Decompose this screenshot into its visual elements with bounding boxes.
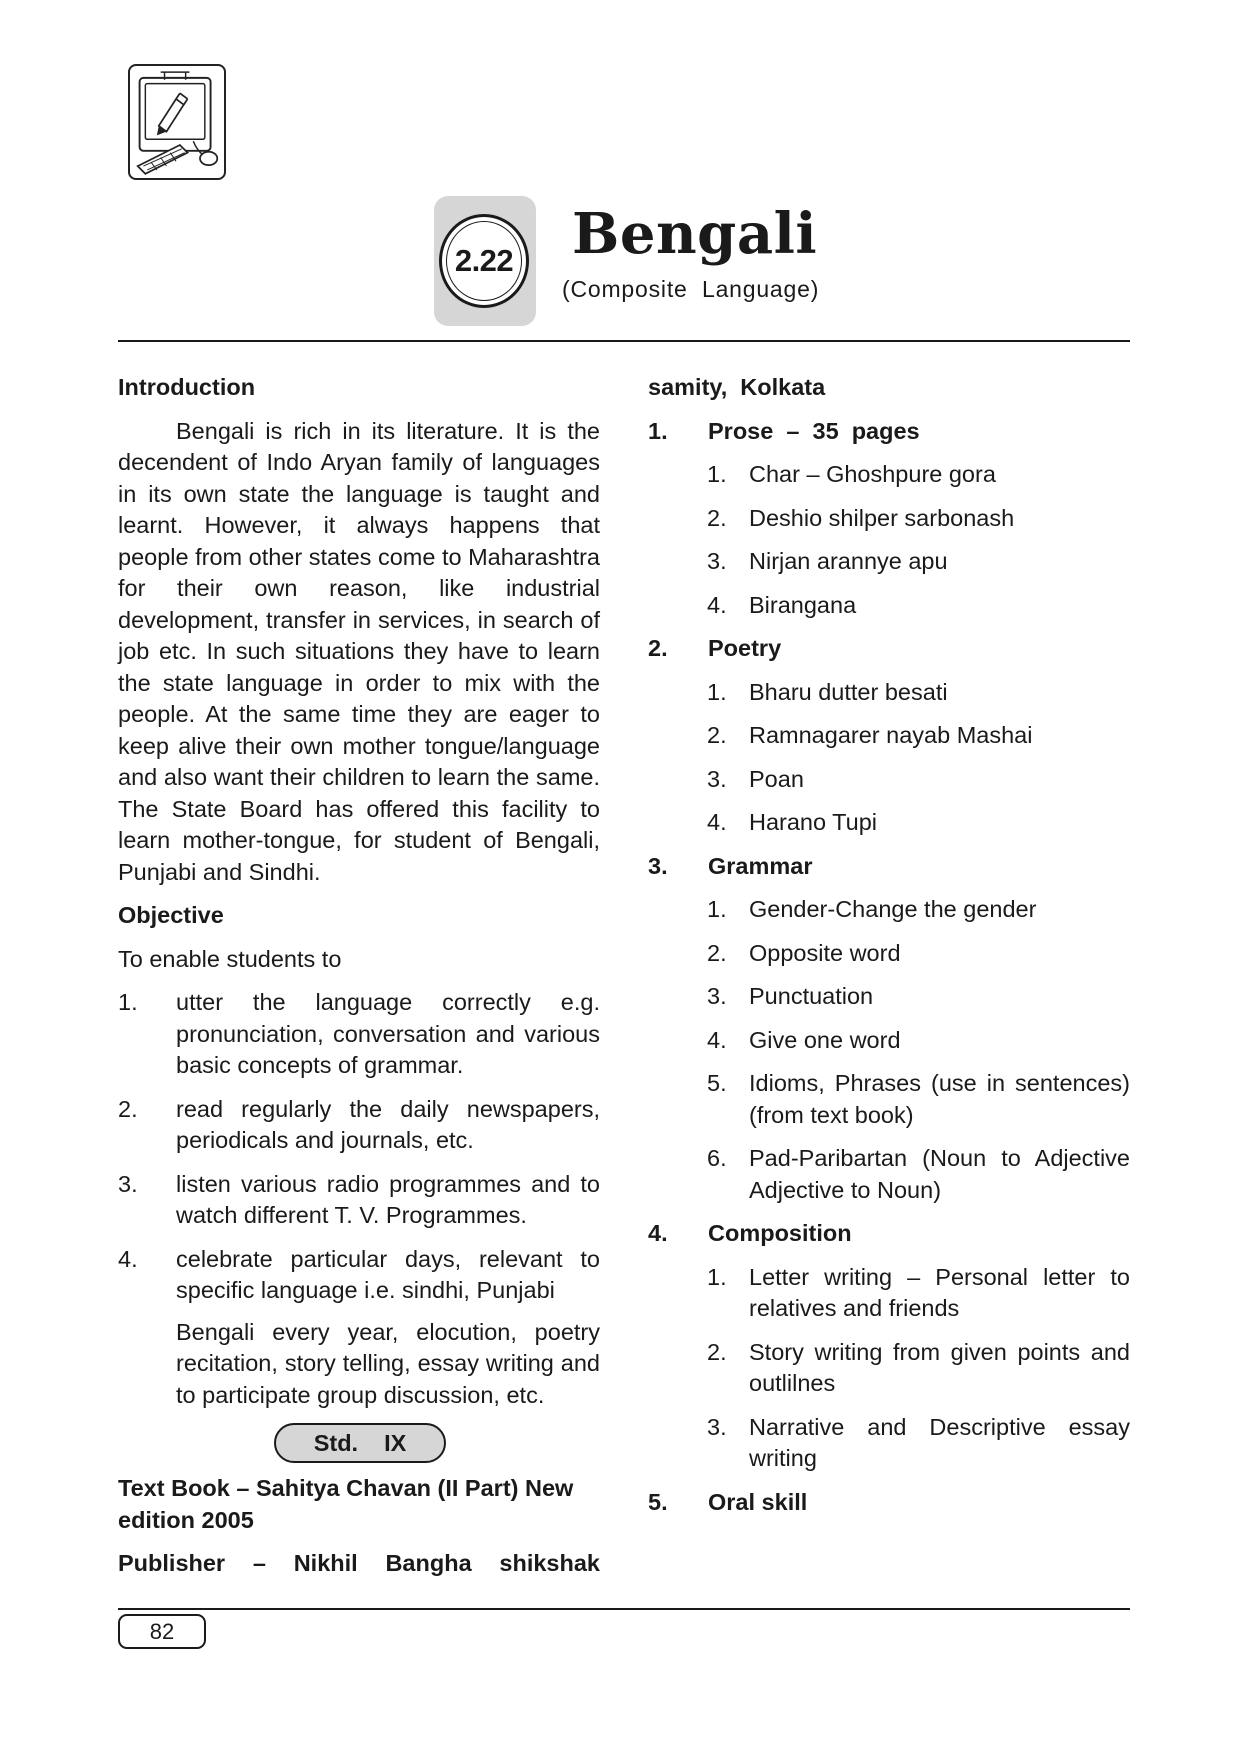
objective-text: listen various radio programmes and to watch different T. V. Programmes.	[176, 1170, 600, 1228]
std-label: Std.	[313, 1430, 359, 1456]
item-text: Nirjan arannye apu	[749, 548, 948, 574]
syllabus-section-heading	[648, 1218, 1130, 1250]
page-subtitle: (Composite Language)	[562, 276, 820, 302]
item-number: 2.	[707, 504, 727, 531]
syllabus-item	[707, 677, 1130, 709]
text-book-info: Text Book – Sahitya Chavan (II Part) New edition 2005	[118, 1475, 574, 1533]
item-number: 1.	[707, 896, 727, 922]
syllabus-item	[707, 764, 1130, 796]
std-badge	[274, 1423, 446, 1463]
item-number: 4.	[707, 1026, 727, 1053]
syllabus-item	[707, 1025, 1130, 1057]
item-number: 3.	[707, 983, 727, 1009]
item-number: 3.	[707, 548, 727, 574]
computer-pencil-icon	[130, 66, 224, 178]
item-text: Story writing from given points and outlilnes	[749, 1338, 1130, 1396]
item-number: 5.	[707, 1070, 727, 1096]
item-number: 4.	[707, 809, 727, 835]
syllabus-item	[707, 1068, 1130, 1131]
left-column	[118, 372, 600, 1592]
header-divider	[118, 340, 1130, 342]
syllabus-item	[707, 1262, 1130, 1325]
item-number: 1.	[707, 678, 727, 705]
syllabus-item	[707, 894, 1130, 926]
section-title: Grammar	[708, 852, 813, 879]
syllabus-item	[707, 1412, 1130, 1475]
objective-text: celebrate particular days, relevant to specific language i.e. sindhi, Punjabi	[176, 1245, 600, 1303]
syllabus-section-heading	[648, 851, 1130, 883]
item-text: Poan	[749, 765, 804, 792]
item-number: 2.	[707, 1338, 727, 1365]
section-number: 5.	[648, 1488, 668, 1515]
objective-text: read regularly the daily newspapers, periodicals and journals, etc.	[176, 1095, 600, 1153]
syllabus-section-heading	[648, 1487, 1130, 1519]
item-text: Deshio shilper sarbonash	[749, 504, 1015, 531]
item-number: 3.	[707, 765, 727, 792]
section-title: Prose – 35 pages	[708, 417, 920, 444]
syllabus-item	[707, 590, 1130, 622]
objective-number: 4.	[118, 1245, 138, 1272]
item-number: 2.	[707, 939, 727, 966]
item-text: Bharu dutter besati	[749, 678, 948, 705]
objective-number: 2.	[118, 1095, 138, 1122]
section-number: 3.	[648, 852, 668, 879]
item-number: 3.	[707, 1413, 727, 1440]
objective-item	[118, 987, 600, 1082]
section-number: 1.	[648, 417, 668, 444]
item-text: Ramnagarer nayab Mashai	[749, 722, 1033, 748]
section-number: 2.	[648, 635, 668, 661]
item-text: Idioms, Phrases (use in sentences) (from text book)	[749, 1070, 1130, 1128]
syllabus-item	[707, 720, 1130, 752]
item-number: 1.	[707, 1263, 727, 1290]
objective-item	[118, 1094, 600, 1157]
item-text: Harano Tupi	[749, 809, 878, 835]
chapter-number-oval	[439, 214, 529, 308]
syllabus-item	[707, 938, 1130, 970]
chapter-number: 2.22	[454, 243, 514, 278]
publisher-continued: samity, Kolkata	[648, 374, 826, 400]
syllabus-item	[707, 503, 1130, 535]
section-number: 4.	[648, 1220, 668, 1246]
section-title: Oral skill	[708, 1488, 808, 1515]
objective-number: 3.	[118, 1170, 138, 1197]
objective-item	[118, 1169, 600, 1232]
item-text: Punctuation	[749, 983, 874, 1009]
footer-divider	[118, 1608, 1130, 1610]
introduction-text: Bengali is rich in its literature. It is the decendent of Indo Aryan family of languages in its own state the language is taught and learnt. However, it always happens that people from other states come to Maharashtra for their own reason, like industrial development, transfer in services, in search of job etc. In such situations they have to learn the state language in order to mix with the people. At the same time they are eager to keep alive their own mother tongue/language and also want their children to learn the same. The State Board has offered this facility to learn mother-tongue, for student of Bengali, Punjabi and Sindhi.	[118, 417, 600, 885]
item-text: Letter writing – Personal letter to relatives and friends	[749, 1263, 1130, 1321]
objective-heading: Objective	[118, 902, 224, 928]
item-text: Narrative and Descriptive essay writing	[749, 1413, 1130, 1471]
syllabus-item	[707, 1337, 1130, 1400]
item-number: 1.	[707, 461, 727, 487]
objective-extra-text: Bengali every year, elocution, poetry recitation, story telling, essay writing and to participate group discussion, etc.	[176, 1318, 600, 1408]
item-text: Gender-Change the gender	[749, 896, 1037, 922]
syllabus-item	[707, 807, 1130, 839]
syllabus-item	[707, 546, 1130, 578]
syllabus-item	[707, 1143, 1130, 1206]
section-title: Poetry	[708, 635, 782, 661]
objective-intro: To enable students to	[118, 945, 342, 972]
syllabus-item	[707, 981, 1130, 1013]
item-text: Char – Ghoshpure gora	[749, 461, 996, 487]
item-text: Give one word	[749, 1026, 901, 1053]
right-column	[648, 372, 1130, 1530]
chapter-badge	[434, 196, 536, 326]
objective-number: 1.	[118, 989, 138, 1015]
introduction-heading: Introduction	[118, 374, 256, 400]
publisher-info: Publisher – Nikhil Bangha shikshak	[118, 1550, 600, 1576]
section-title: Composition	[708, 1220, 852, 1246]
item-number: 4.	[707, 591, 727, 618]
logo	[128, 64, 226, 180]
item-text: Opposite word	[749, 939, 901, 966]
item-text: Birangana	[749, 591, 857, 618]
page-title: Bengali	[572, 201, 818, 267]
objective-item	[118, 1244, 600, 1307]
syllabus-section-heading	[648, 416, 1130, 448]
objective-text: utter the language correctly e.g. pronunciation, conversation and various basic concepts of grammar.	[176, 989, 600, 1078]
item-number: 2.	[707, 722, 727, 748]
item-text: Pad-Paribartan (Noun to Adjective Adjective to Noun)	[749, 1145, 1130, 1203]
syllabus-item	[707, 459, 1130, 491]
page-number: 82	[118, 1614, 206, 1649]
std-value: IX	[384, 1430, 407, 1456]
syllabus-section-heading	[648, 633, 1130, 665]
item-number: 6.	[707, 1145, 727, 1171]
